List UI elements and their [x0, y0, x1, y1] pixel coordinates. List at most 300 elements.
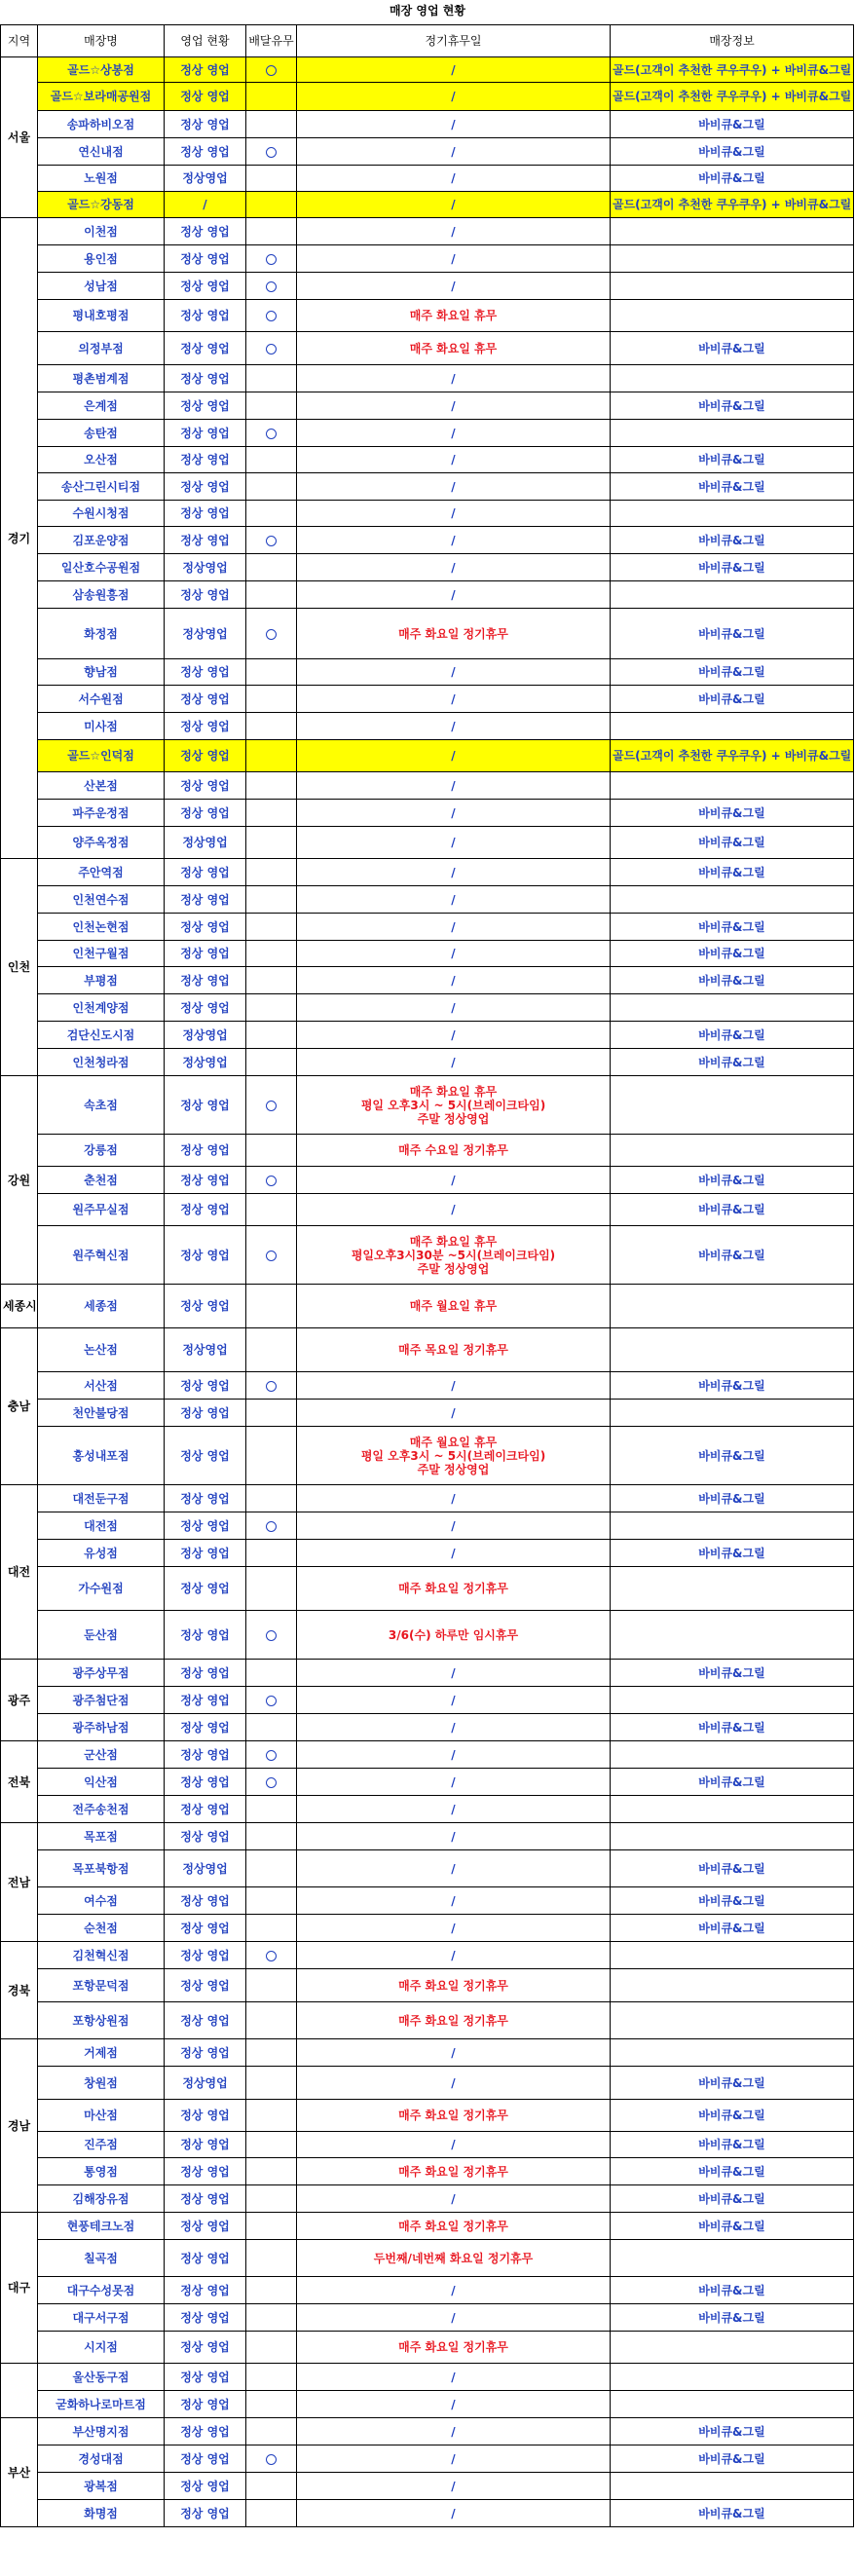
- region-cell: 광주: [1, 1660, 38, 1741]
- holiday-line: /: [451, 2370, 456, 2384]
- delivery-cell: [246, 1427, 297, 1485]
- status-cell: 정상 영업: [165, 2002, 246, 2039]
- info-cell: 바비큐&그릴: [611, 527, 854, 554]
- store-name: 용인점: [38, 245, 165, 273]
- holiday-cell: [297, 365, 611, 392]
- delivery-circle-icon: [266, 1176, 277, 1186]
- status-cell: 정상 영업: [165, 713, 246, 740]
- table-row: [1, 1135, 854, 1167]
- info-cell: [611, 772, 854, 800]
- info-cell: [611, 581, 854, 609]
- status-cell: 정상 영업: [165, 941, 246, 967]
- holiday-line: /: [451, 251, 456, 266]
- info-cell: 바비큐&그릴: [611, 1769, 854, 1796]
- status-cell: 정상 영업: [165, 914, 246, 941]
- delivery-cell: [246, 886, 297, 914]
- table-row: [1, 967, 854, 994]
- holiday-line: /: [451, 1893, 456, 1908]
- status-cell: 정상 영업: [165, 2158, 246, 2185]
- store-name: 주안역점: [38, 859, 165, 886]
- holiday-cell: [297, 2158, 611, 2185]
- info-cell: [611, 245, 854, 273]
- info-cell: 바비큐&그릴: [611, 1714, 854, 1741]
- table-row: [1, 886, 854, 914]
- holiday-line: 평일 오후3시 ~ 5시(브레이크타임): [360, 1448, 546, 1463]
- info-cell: [611, 218, 854, 245]
- status-cell: 정상 영업: [165, 2473, 246, 2500]
- holiday-line: /: [451, 1861, 456, 1876]
- table-row: [1, 1969, 854, 2002]
- region-cell: 전북: [1, 1741, 38, 1823]
- store-name: 통영점: [38, 2158, 165, 2185]
- status-cell: 정상 영업: [165, 2277, 246, 2304]
- delivery-cell: [246, 57, 297, 83]
- table-row: [1, 1285, 854, 1328]
- status-cell: 정상 영업: [165, 392, 246, 420]
- store-name: 서산점: [38, 1372, 165, 1400]
- status-cell: 정상 영업: [165, 1485, 246, 1512]
- info-cell: 바비큐&그릴: [611, 1167, 854, 1194]
- delivery-cell: [246, 420, 297, 447]
- info-cell: 바비큐&그릴: [611, 859, 854, 886]
- holiday-line: /: [451, 171, 456, 185]
- holiday-line: 매주 화요일 휴무: [409, 341, 498, 355]
- holiday-line: /: [451, 2479, 456, 2493]
- holiday-line: /: [451, 719, 456, 733]
- holiday-line: /: [451, 1774, 456, 1789]
- store-name: 논산점: [38, 1328, 165, 1372]
- info-cell: 바비큐&그릴: [611, 609, 854, 659]
- delivery-cell: [246, 740, 297, 772]
- holiday-line: /: [451, 2138, 456, 2151]
- table-row: [1, 2158, 854, 2185]
- holiday-line: /: [451, 198, 456, 211]
- store-name: 수원시청점: [38, 501, 165, 527]
- delivery-circle-icon: [266, 536, 277, 546]
- store-name: 송산그린시티점: [38, 473, 165, 501]
- page-title: 매장 영업 현황: [390, 4, 465, 18]
- table-row: [1, 1076, 854, 1135]
- delivery-cell: [246, 1135, 297, 1167]
- info-cell: 바비큐&그릴: [611, 2500, 854, 2527]
- store-name: 목포북항점: [38, 1850, 165, 1887]
- holiday-line: /: [451, 2283, 456, 2297]
- table-body: [1, 57, 854, 2527]
- table-row: [1, 1687, 854, 1714]
- holiday-line: /: [451, 1747, 456, 1762]
- table-row: [1, 2132, 854, 2158]
- header-holiday: 정기휴무일: [297, 25, 611, 57]
- delivery-cell: [246, 2132, 297, 2158]
- info-cell: [611, 886, 854, 914]
- holiday-line: 주말 정상영업: [417, 1111, 490, 1126]
- delivery-cell: [246, 273, 297, 300]
- info-cell: 바비큐&그릴: [611, 1049, 854, 1076]
- status-cell: 정상 영업: [165, 1226, 246, 1285]
- store-name: 진주점: [38, 2132, 165, 2158]
- table-row: [1, 2185, 854, 2213]
- info-cell: [611, 1796, 854, 1823]
- table-row: [1, 1372, 854, 1400]
- store-name: 검단신도시점: [38, 1022, 165, 1049]
- status-cell: 정상 영업: [165, 2445, 246, 2473]
- delivery-cell: [246, 1285, 297, 1328]
- table-row: [1, 1660, 854, 1687]
- holiday-cell: [297, 1049, 611, 1076]
- store-name: 홍성내포점: [38, 1427, 165, 1485]
- store-status-table: [0, 24, 854, 2527]
- region-cell: 서울: [1, 57, 38, 218]
- info-cell: [611, 2002, 854, 2039]
- table-row: [1, 501, 854, 527]
- store-name: 골드☆강동점: [38, 192, 165, 218]
- table-row: [1, 686, 854, 713]
- holiday-line: 매주 화요일 정기휴무: [398, 2109, 508, 2122]
- holiday-cell: [297, 501, 611, 527]
- store-name: 노원점: [38, 166, 165, 192]
- status-cell: 정상 영업: [165, 1887, 246, 1915]
- table-row: [1, 2067, 854, 2100]
- holiday-cell: [297, 2445, 611, 2473]
- delivery-circle-icon: [266, 254, 277, 265]
- region-cell: 경기: [1, 218, 38, 859]
- status-cell: 정상 영업: [165, 332, 246, 365]
- store-name: 여수점: [38, 1887, 165, 1915]
- delivery-cell: [246, 2067, 297, 2100]
- delivery-cell: [246, 1942, 297, 1969]
- region-cell: 경남: [1, 2039, 38, 2213]
- holiday-line: /: [451, 1491, 456, 1506]
- holiday-cell: [297, 527, 611, 554]
- holiday-line: /: [451, 1000, 456, 1015]
- holiday-line: 평일오후3시30분 ~5시(브레이크타임): [351, 1248, 556, 1262]
- delivery-circle-icon: [266, 2454, 277, 2465]
- holiday-line: /: [451, 1921, 456, 1935]
- holiday-cell: [297, 659, 611, 686]
- region-cell: 부산: [1, 2418, 38, 2527]
- store-name: 골드☆인덕점: [38, 740, 165, 772]
- delivery-cell: [246, 713, 297, 740]
- holiday-cell: [297, 1226, 611, 1285]
- holiday-line: /: [451, 749, 456, 763]
- store-name: 천안불당점: [38, 1400, 165, 1427]
- info-cell: 바비큐&그릴: [611, 1540, 854, 1567]
- holiday-line: /: [451, 117, 456, 131]
- store-name: 마산점: [38, 2100, 165, 2132]
- region-cell: 인천: [1, 859, 38, 1076]
- store-name: 산본점: [38, 772, 165, 800]
- holiday-cell: [297, 1167, 611, 1194]
- table-row: [1, 1427, 854, 1485]
- table-row: [1, 1328, 854, 1372]
- holiday-line: /: [451, 1829, 456, 1844]
- table-row: [1, 914, 854, 941]
- info-cell: 바비큐&그릴: [611, 1427, 854, 1485]
- info-cell: 바비큐&그릴: [611, 941, 854, 967]
- delivery-circle-icon: [266, 281, 277, 292]
- holiday-line: /: [451, 560, 456, 575]
- status-cell: 정상 영업: [165, 1769, 246, 1796]
- holiday-cell: [297, 2391, 611, 2418]
- delivery-cell: [246, 859, 297, 886]
- holiday-cell: [297, 83, 611, 111]
- holiday-line: /: [451, 1518, 456, 1533]
- holiday-line: 매주 화요일 정기휴무: [398, 2219, 508, 2233]
- info-cell: [611, 994, 854, 1022]
- delivery-cell: [246, 2185, 297, 2213]
- store-name: 은계점: [38, 392, 165, 420]
- store-name: 현풍테크노점: [38, 2213, 165, 2240]
- store-name: 김해장유점: [38, 2185, 165, 2213]
- table-row: [1, 859, 854, 886]
- holiday-line: /: [451, 1027, 456, 1042]
- delivery-cell: [246, 1400, 297, 1427]
- status-cell: 정상 영업: [165, 1796, 246, 1823]
- status-cell: 정상 영업: [165, 2418, 246, 2445]
- status-cell: 정상 영업: [165, 686, 246, 713]
- holiday-line: /: [451, 973, 456, 988]
- store-name: 인천계양점: [38, 994, 165, 1022]
- store-name: 춘천점: [38, 1167, 165, 1194]
- status-cell: 정상 영업: [165, 1427, 246, 1485]
- info-cell: 바비큐&그릴: [611, 111, 854, 138]
- info-cell: [611, 2391, 854, 2418]
- holiday-cell: [297, 886, 611, 914]
- delivery-cell: [246, 772, 297, 800]
- holiday-cell: [297, 2418, 611, 2445]
- delivery-circle-icon: [266, 1630, 277, 1641]
- store-name: 서수원점: [38, 686, 165, 713]
- holiday-line: /: [451, 279, 456, 293]
- table-row: [1, 332, 854, 365]
- delivery-cell: [246, 2332, 297, 2364]
- store-name: 광주상무점: [38, 1660, 165, 1687]
- header-row: [1, 25, 854, 57]
- status-cell: 정상 영업: [165, 473, 246, 501]
- store-name: 원주무실점: [38, 1194, 165, 1226]
- info-cell: 바비큐&그릴: [611, 659, 854, 686]
- header-info: 매장정보: [611, 25, 854, 57]
- info-cell: [611, 713, 854, 740]
- status-cell: 정상 영업: [165, 2332, 246, 2364]
- store-name: 오산점: [38, 447, 165, 473]
- holiday-line: /: [451, 90, 456, 103]
- delivery-cell: [246, 1226, 297, 1285]
- status-cell: 정상 영업: [165, 1076, 246, 1135]
- status-cell: 정상 영업: [165, 57, 246, 83]
- store-name: 유성점: [38, 1540, 165, 1567]
- region-cell: 세종시: [1, 1285, 38, 1328]
- status-cell: 정상 영업: [165, 1135, 246, 1167]
- delivery-cell: [246, 1611, 297, 1660]
- table-row: [1, 138, 854, 166]
- delivery-cell: [246, 111, 297, 138]
- table-row: [1, 2002, 854, 2039]
- table-row: [1, 218, 854, 245]
- holiday-line: 매주 월요일 휴무: [409, 1299, 498, 1313]
- holiday-cell: [297, 473, 611, 501]
- status-cell: 정상 영업: [165, 1741, 246, 1769]
- status-cell: 정상 영업: [165, 967, 246, 994]
- store-name: 골드☆보라매공원점: [38, 83, 165, 111]
- delivery-cell: [246, 1796, 297, 1823]
- info-cell: 바비큐&그릴: [611, 1485, 854, 1512]
- table-row: [1, 1485, 854, 1512]
- table-row: [1, 1714, 854, 1741]
- holiday-cell: [297, 800, 611, 827]
- delivery-cell: [246, 2445, 297, 2473]
- status-cell: 정상 영업: [165, 501, 246, 527]
- holiday-cell: [297, 1022, 611, 1049]
- holiday-cell: [297, 111, 611, 138]
- table-row: [1, 554, 854, 581]
- store-name: 부산명지점: [38, 2418, 165, 2445]
- store-name: 화명점: [38, 2500, 165, 2527]
- info-cell: [611, 2473, 854, 2500]
- info-cell: [611, 1611, 854, 1660]
- holiday-line: /: [451, 533, 456, 547]
- table-row: [1, 994, 854, 1022]
- info-cell: [611, 1942, 854, 1969]
- holiday-line: /: [451, 805, 456, 820]
- info-cell: 바비큐&그릴: [611, 2445, 854, 2473]
- delivery-cell: [246, 827, 297, 859]
- status-cell: 정상 영업: [165, 659, 246, 686]
- status-cell: 정상 영업: [165, 800, 246, 827]
- holiday-line: /: [451, 1802, 456, 1816]
- info-cell: [611, 2240, 854, 2277]
- table-row: [1, 2364, 854, 2391]
- table-row: [1, 2100, 854, 2132]
- status-cell: 정상 영업: [165, 1167, 246, 1194]
- delivery-cell: [246, 1049, 297, 1076]
- status-cell: 정상 영업: [165, 2240, 246, 2277]
- info-cell: [611, 1567, 854, 1611]
- store-name: 인천논현점: [38, 914, 165, 941]
- status-cell: 정상 영업: [165, 1969, 246, 2002]
- store-name: 광주하남점: [38, 1714, 165, 1741]
- region-cell: 경북: [1, 1942, 38, 2039]
- delivery-cell: [246, 2240, 297, 2277]
- holiday-line: /: [451, 2310, 456, 2325]
- holiday-line: 매주 화요일 정기휴무: [398, 1582, 508, 1595]
- holiday-line: 매주 화요일 정기휴무: [398, 2013, 508, 2028]
- holiday-line: /: [451, 1665, 456, 1680]
- table-row: [1, 800, 854, 827]
- table-row: [1, 192, 854, 218]
- store-name: 파주운정점: [38, 800, 165, 827]
- store-name: 골드☆상봉점: [38, 57, 165, 83]
- holiday-cell: [297, 554, 611, 581]
- info-cell: 바비큐&그릴: [611, 914, 854, 941]
- holiday-cell: [297, 392, 611, 420]
- store-name: 경성대점: [38, 2445, 165, 2473]
- delivery-cell: [246, 800, 297, 827]
- status-cell: 정상 영업: [165, 2039, 246, 2067]
- delivery-cell: [246, 2500, 297, 2527]
- store-name: 평촌범계점: [38, 365, 165, 392]
- delivery-cell: [246, 1850, 297, 1887]
- table-row: [1, 300, 854, 332]
- delivery-cell: [246, 1823, 297, 1850]
- table-row: [1, 2418, 854, 2445]
- holiday-cell: [297, 1611, 611, 1660]
- holiday-cell: [297, 166, 611, 192]
- status-cell: 정상 영업: [165, 581, 246, 609]
- delivery-cell: [246, 994, 297, 1022]
- table-row: [1, 609, 854, 659]
- region-cell: [1, 2364, 38, 2418]
- holiday-line: 주말 정상영업: [417, 1261, 490, 1276]
- store-name: 인천청라점: [38, 1049, 165, 1076]
- info-cell: [611, 2364, 854, 2391]
- holiday-cell: [297, 1741, 611, 1769]
- delivery-cell: [246, 300, 297, 332]
- store-name: 일산호수공원점: [38, 554, 165, 581]
- info-cell: 바비큐&그릴: [611, 554, 854, 581]
- holiday-line: 매주 월요일 휴무: [409, 1435, 498, 1449]
- holiday-line: /: [451, 919, 456, 934]
- status-cell: 정상영업: [165, 2067, 246, 2100]
- holiday-cell: [297, 686, 611, 713]
- status-cell: 정상 영업: [165, 2391, 246, 2418]
- delivery-circle-icon: [266, 147, 277, 158]
- holiday-cell: [297, 1372, 611, 1400]
- table-row: [1, 659, 854, 686]
- info-cell: 바비큐&그릴: [611, 447, 854, 473]
- store-name: 연신내점: [38, 138, 165, 166]
- status-cell: 정상 영업: [165, 2500, 246, 2527]
- holiday-line: /: [451, 778, 456, 793]
- delivery-cell: [246, 581, 297, 609]
- status-cell: 정상 영업: [165, 1942, 246, 1969]
- table-row: [1, 740, 854, 772]
- table-row: [1, 57, 854, 83]
- info-cell: 바비큐&그릴: [611, 473, 854, 501]
- info-cell: 바비큐&그릴: [611, 800, 854, 827]
- holiday-line: /: [451, 479, 456, 494]
- status-cell: 정상 영업: [165, 2304, 246, 2332]
- info-cell: [611, 1823, 854, 1850]
- holiday-cell: [297, 1194, 611, 1226]
- delivery-circle-icon: [266, 1521, 277, 1532]
- info-cell: 골드(고객이 추천한 쿠우쿠우) + 바비큐&그릴: [611, 192, 854, 218]
- holiday-cell: [297, 273, 611, 300]
- holiday-cell: [297, 2100, 611, 2132]
- table-row: [1, 273, 854, 300]
- info-cell: [611, 1400, 854, 1427]
- info-cell: [611, 273, 854, 300]
- delivery-cell: [246, 941, 297, 967]
- store-name: 속초점: [38, 1076, 165, 1135]
- holiday-cell: [297, 138, 611, 166]
- table-row: [1, 2240, 854, 2277]
- holiday-line: /: [451, 865, 456, 879]
- holiday-line: /: [451, 892, 456, 907]
- delivery-cell: [246, 1076, 297, 1135]
- store-name: 강릉점: [38, 1135, 165, 1167]
- info-cell: 바비큐&그릴: [611, 2100, 854, 2132]
- info-cell: 바비큐&그릴: [611, 1850, 854, 1887]
- status-cell: 정상 영업: [165, 83, 246, 111]
- info-cell: [611, 1328, 854, 1372]
- table-row: [1, 1887, 854, 1915]
- info-cell: 바비큐&그릴: [611, 166, 854, 192]
- delivery-cell: [246, 83, 297, 111]
- status-cell: 정상 영업: [165, 447, 246, 473]
- header-status: 영업 현황: [165, 25, 246, 57]
- delivery-cell: [246, 245, 297, 273]
